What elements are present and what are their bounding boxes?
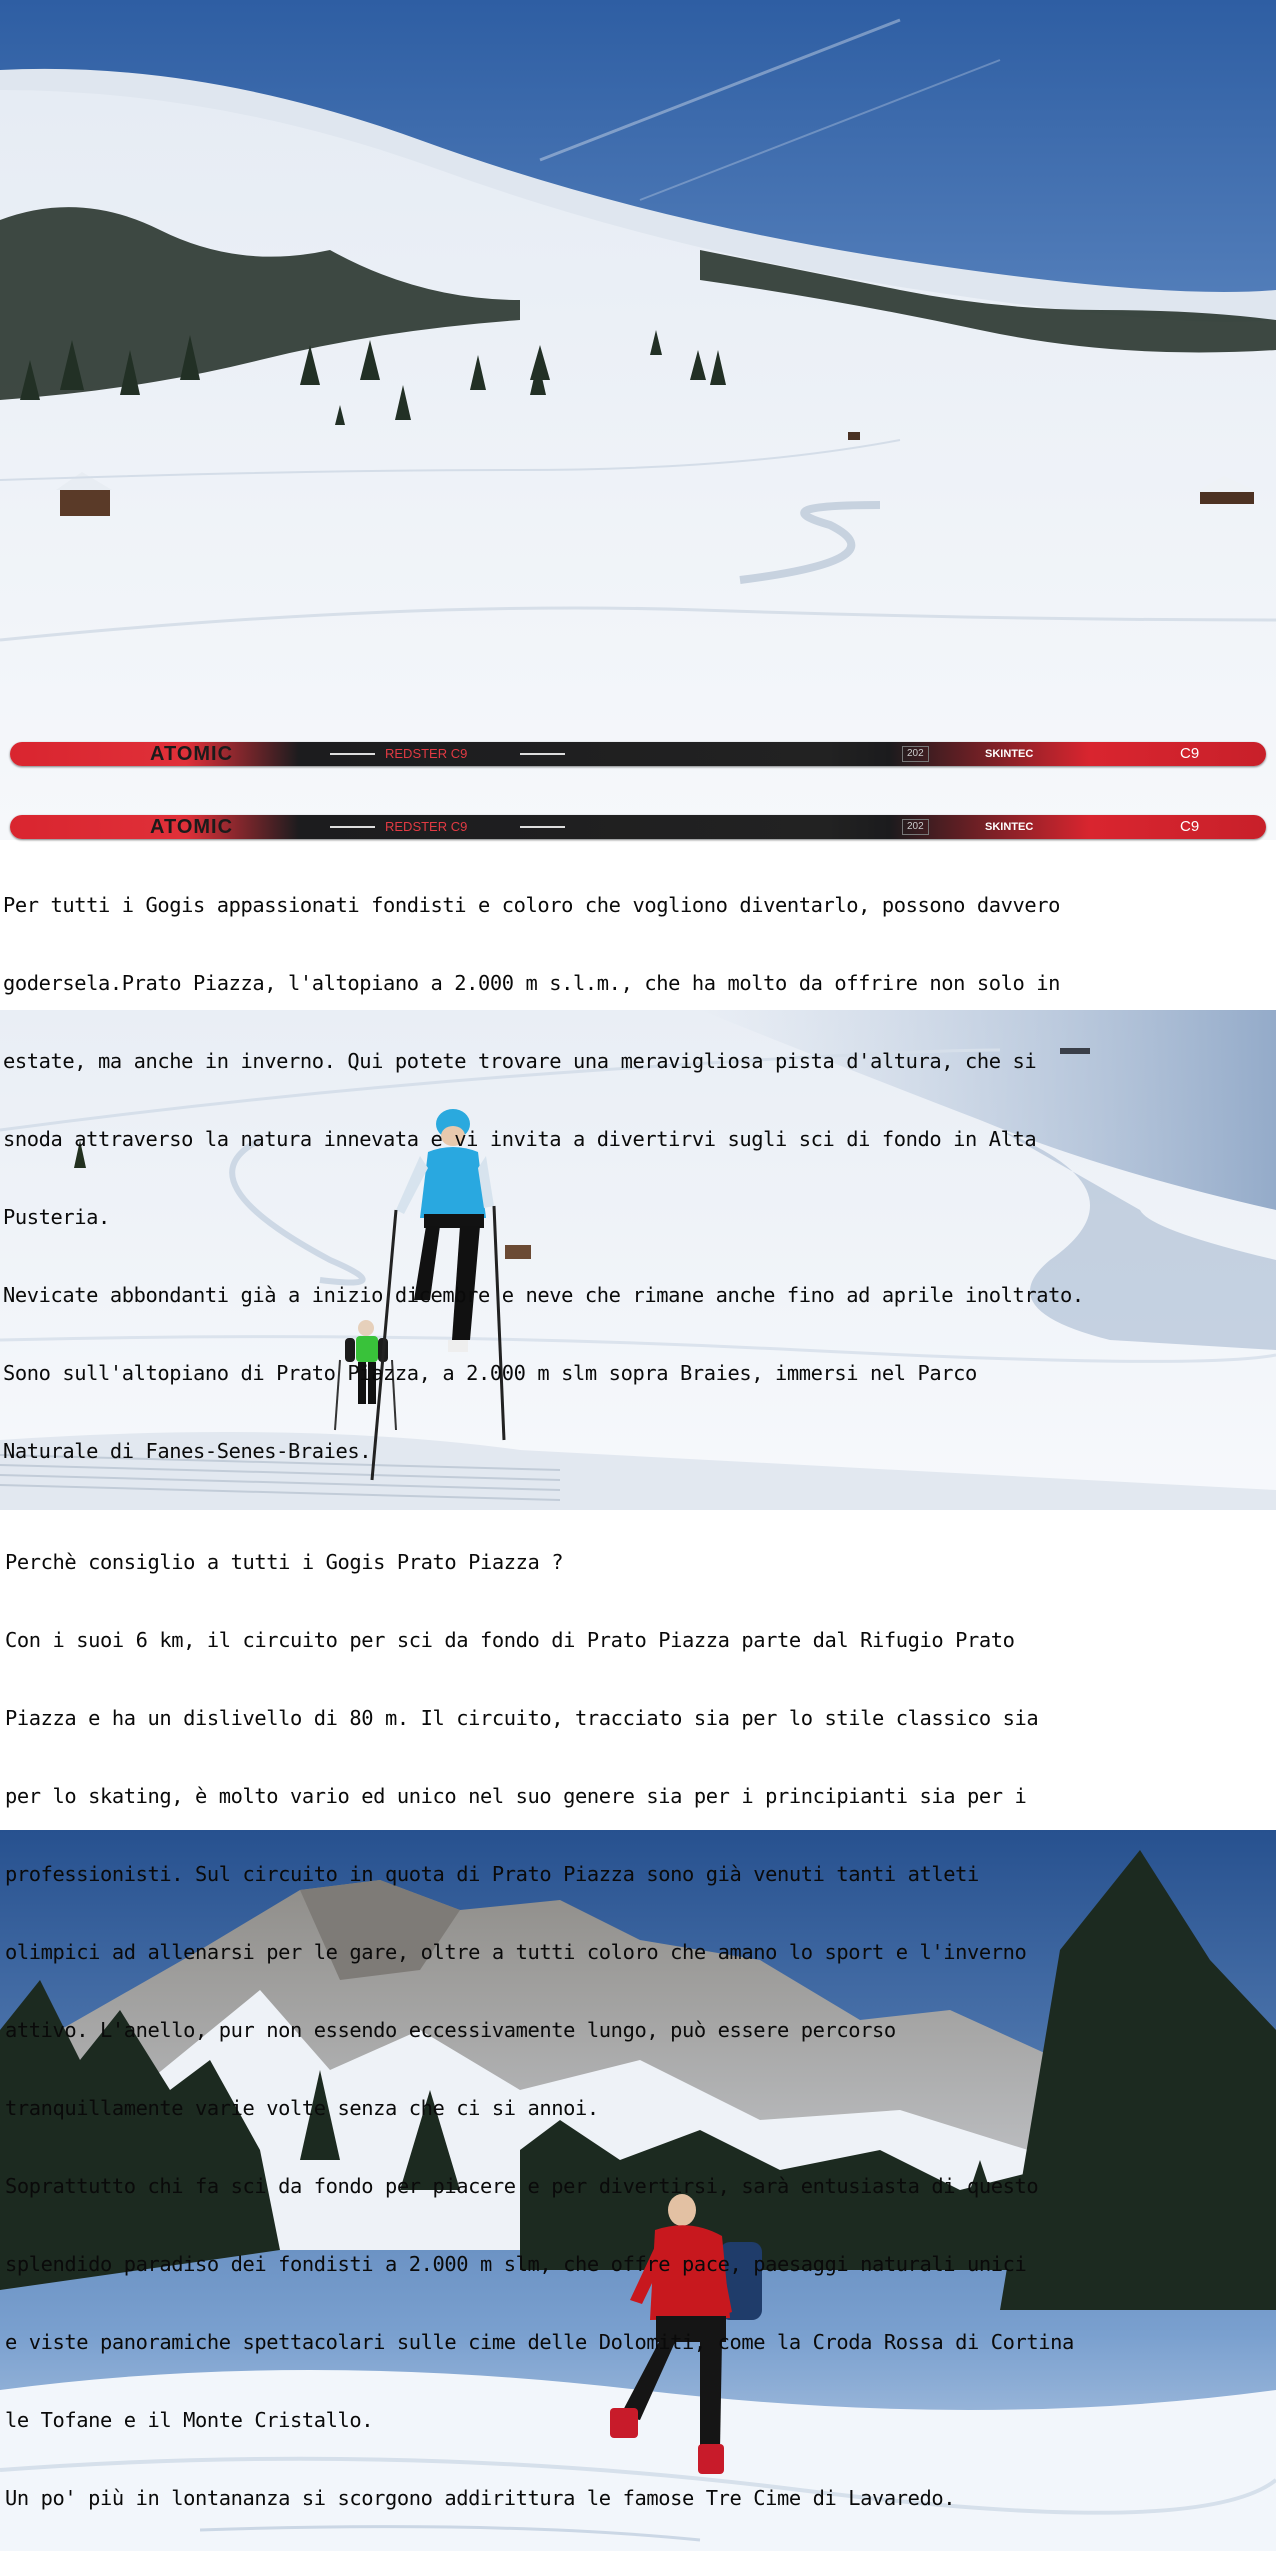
section-question: Perchè consiglio a tutti i Gogis Prato Piazza ? bbox=[5, 1550, 564, 1574]
why-paragraph bbox=[5, 1497, 1275, 2537]
text-line: attivo. L'anello, pur non essendo eccessivamente lungo, può essere percorso bbox=[5, 2018, 896, 2042]
intro-paragraph bbox=[3, 840, 1273, 1490]
text-line: professionisti. Sul circuito in quota di Prato Piazza sono già venuti tanti atleti bbox=[5, 1862, 979, 1886]
text-line: tranquillamente varie volte senza che ci si annoi. bbox=[5, 2096, 599, 2120]
text-line: Nevicate abbondanti già a inizio dicembre e neve che rimane anche fino ad aprile inoltrato. bbox=[3, 1283, 1084, 1307]
text-line: godersela.Prato Piazza, l'altopiano a 2.000 m s.l.m., che ha molto da offrire non solo in bbox=[3, 971, 1060, 995]
plateau-panorama-photo bbox=[0, 0, 1276, 840]
ski-tip-label: C9 bbox=[1180, 818, 1200, 835]
text-line: Sono sull'altopiano di Prato Piazza, a 2.000 m slm sopra Braies, immersi nel Parco bbox=[3, 1361, 977, 1385]
text-line: Pusteria. bbox=[3, 1205, 110, 1229]
ski-graphic-2 bbox=[10, 815, 1266, 839]
text-line: e viste panoramiche spettacolari sulle cime delle Dolomiti, come la Croda Rossa di Cortina bbox=[5, 2330, 1074, 2354]
text-line: Piazza e ha un dislivello di 80 m. Il circuito, tracciato sia per lo stile classico sia bbox=[5, 1706, 1039, 1730]
ski-brand-label: ATOMIC bbox=[150, 743, 234, 765]
text-line: Per tutti i Gogis appassionati fondisti e coloro che vogliono diventarlo, possono davvero bbox=[3, 893, 1060, 917]
text-line: estate, ma anche in inverno. Qui potete trovare una meravigliosa pista d'altura, che si bbox=[3, 1049, 1037, 1073]
text-line: Soprattutto chi fa sci da fondo per piacere e per divertirsi, sarà entusiasta di questo bbox=[5, 2174, 1039, 2198]
ski-brand-label: ATOMIC bbox=[150, 816, 234, 838]
ski-tip-label: C9 bbox=[1180, 745, 1200, 762]
text-line: splendido paradiso dei fondisti a 2.000 m slm, che offre pace, paesaggi naturali unici bbox=[5, 2252, 1027, 2276]
ski-tech-label: SKINTEC bbox=[985, 821, 1034, 833]
ski-stripe bbox=[520, 753, 565, 755]
text-line: le Tofane e il Monte Cristallo. bbox=[5, 2408, 374, 2432]
text-line: Naturale di Fanes-Senes-Braies. bbox=[3, 1439, 372, 1463]
text-line: olimpici ad allenarsi per le gare, oltre a tutti coloro che amano lo sport e l'inverno bbox=[5, 1940, 1027, 1964]
ski-model-label: REDSTER C9 bbox=[385, 819, 468, 834]
ski-model-label: REDSTER C9 bbox=[385, 746, 468, 761]
text-line: snoda attraverso la natura innevata e vi invita a divertirvi sugli sci di fondo in Alta bbox=[3, 1127, 1037, 1151]
ski-stripe bbox=[520, 826, 565, 828]
text-line: Con i suoi 6 km, il circuito per sci da fondo di Prato Piazza parte dal Rifugio Prato bbox=[5, 1628, 1015, 1652]
ski-graphic-1 bbox=[10, 742, 1266, 766]
text-line: per lo skating, è molto vario ed unico nel suo genere sia per i principianti sia per i bbox=[5, 1784, 1027, 1808]
text-line: Un po' più in lontananza si scorgono addirittura le famose Tre Cime di Lavaredo. bbox=[5, 2486, 956, 2510]
ski-stripe bbox=[330, 826, 375, 828]
ski-size-label: 202 bbox=[902, 746, 929, 762]
ski-size-label: 202 bbox=[902, 819, 929, 835]
ski-stripe bbox=[330, 753, 375, 755]
ski-tech-label: SKINTEC bbox=[985, 748, 1034, 760]
